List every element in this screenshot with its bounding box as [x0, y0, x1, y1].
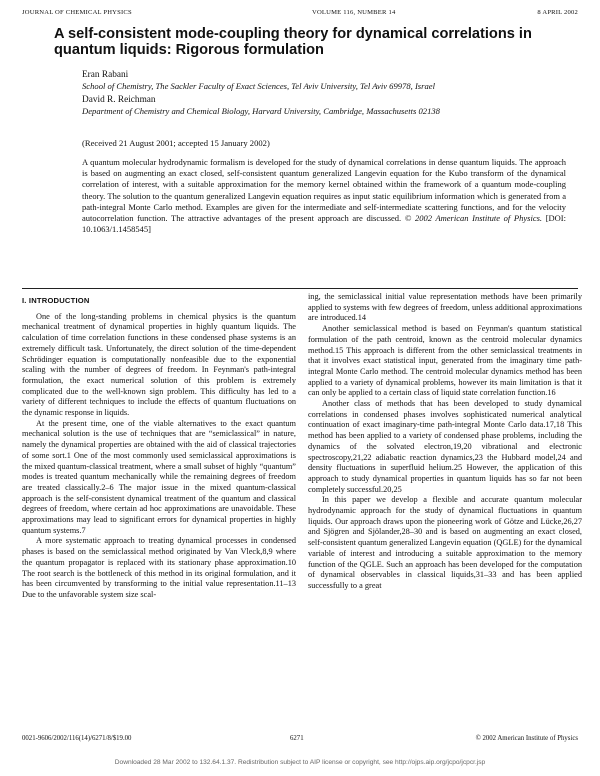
page-footer: [22, 735, 578, 745]
footer-copyright: © 2002 American Institute of Physics: [475, 735, 578, 742]
left-column: [22, 296, 296, 601]
author-name: David R. Reichman: [82, 95, 156, 105]
body-paragraph: ing, the semiclassical initial value representation methods have been primarily applied to systems with few degrees of freedom, unless additional approximations are introduced.14: [308, 292, 582, 323]
download-notice: Downloaded 28 Mar 2002 to 132.64.1.37. Redistribution subject to AIP license or copyright, see http://ojps.aip.org/jcpo/jcpcr.jsp: [114, 759, 486, 766]
issue-date: 8 APRIL 2002: [537, 9, 578, 16]
received-dates: (Received 21 August 2001; accepted 15 January 2002): [82, 138, 270, 148]
page-number: 6271: [290, 735, 304, 742]
author-block: [82, 95, 582, 117]
section-heading: I. INTRODUCTION: [22, 296, 90, 305]
body-paragraph: One of the long-standing problems in chemical physics is the quantum mechanical treatment of dynamical properties in highly quantum liquids. The calculation of time correlation functions in these condensed phase systems is an extremely difficult task. Unfortunately, the direct solution of the time-dependent Schrödinger equation is computationally nonfeasible due to the exponential scaling with the number of degrees of freedom. In Feynman's path-integral formulation, the exact numerical solution of this problem is extremely complicated due to the well-known sign problem. This difficulty has led to a variety of different techniques to include the effects of quantum fluctuations on the dynamic response in liquids.: [22, 311, 296, 418]
author-affiliation: Department of Chemistry and Chemical Biology, Harvard University, Cambridge, Massachusetts 02138: [82, 106, 440, 116]
journal-name: JOURNAL OF CHEMICAL PHYSICS: [22, 9, 132, 16]
body-paragraph: In this paper we develop a flexible and accurate quantum molecular hydrodynamic approach for the study of dynamical fluctuations in quantum liquids. Our approach draws upon the pioneering work of Götze and Lücke,26,27 and Sjögren and Sjölander,28–30 and is based on augmenting an exact closed, self-consistent quantum generalized Langevin equation (QGLE) for the dynamical variable of interest and introducing a suitable approximation to the memory function of the QGLE. Such an approach has been developed for the computation of dynamical observables in classical liquids,31–33 and has been applied successfully to a great: [308, 495, 582, 590]
abstract-copyright: © 2002 American Institute of Physics.: [404, 213, 543, 224]
body-paragraph: A more systematic approach to treating dynamical processes in condensed phases is based on the semiclassical method originated by Van Vleck,8,9 where the quantum propagator is replaced with its stationary phase approximation.10 The root search is the bottleneck of this method in its original formulation, and it has been circumvented by transforming to the initial value representation.11–13 Due to the unfavorable system size scal-: [22, 536, 296, 599]
author-affiliation: School of Chemistry, The Sackler Faculty of Exact Sciences, Tel Aviv University, Tel Aviv 69978, Israel: [82, 81, 435, 91]
volume-number: VOLUME 116, NUMBER 14: [312, 9, 396, 16]
right-column: [308, 292, 582, 592]
body-paragraph: Another class of methods that has been developed to study dynamical correlations in condensed phases involves sophisticated numerical analytical continuation of exact imaginary-time path-integral Monte Carlo data.17,18 This method has been applied to a variety of condensed phase problems, including the dynamics of the solvated electron,19,20 vibrational and electronic spectroscopy,21,22 adiabatic reaction dynamics,23 the Hubbard model,24 and density fluctuations in superfluid helium.25 However, the application of this approach to study dynamical properties in quantum liquids has so far not been completely successful.20,25: [308, 399, 582, 494]
abstract-text: A quantum molecular hydrodynamic formalism is developed for the study of dynamical correlations in dense quantum liquids. The approach is based on augmenting an exact closed, self-consistent quantum generalized Langevin equation for the Kubo transform of the dynamical correlation of interest, with a suitable approximation for the memory kernel obtained within the framework of a quantum mode-coupling theory. The solution to the quantum generalized Langevin equation requires as input static equilibrium information which is generated from a path-integral Monte Carlo method. Examples are given for the intermediate and self-intermediate scattering functions, and for the velocity autocorrelation function. The attractive advantages of the present approach are discussed.: [82, 157, 566, 224]
doi-link[interactable]: [DOI: 10.1063/1.1458545]: [82, 213, 567, 235]
author-block: [82, 70, 582, 92]
author-name: Eran Rabani: [82, 70, 129, 80]
paper-title: A self-consistent mode-coupling theory for dynamical correlations in quantum liquids: Rigorous formulation: [54, 26, 532, 58]
abstract: [82, 157, 566, 235]
body-paragraph: Another semiclassical method is based on Feynman's quantum statistical formulation of the path centroid, known as the centroid molecular dynamics method.15 This approach is different from the other semiclassical treatments in that it involves exact statistical input, generated from the imaginary time path-integral Monte Carlo method. The centroid molecular dynamics method has been applied to a variety of dynamical problems, however its main limitation is that it can only be applied to a certain class of liquid state correlation function.16: [308, 324, 582, 398]
body-paragraph: At the present time, one of the viable alternatives to the exact quantum mechanical solution is the use of techniques that are “semiclassical” in nature, namely the dynamical properties are obtained with the aid of classical trajectories of some sort.1 One of the most commonly used semiclassical approximations is the mixed quantum-classical treatment, where a small subset of highly “quantum” modes is treated quantum mechanically while the remaining degrees of freedom are treated classically.2–6 The major issue in the mixed quantum-classical approach is the self-consistent dynamical treatment of the quantum and classical degrees of freedom, where certain ad hoc approximations are unavoidable. These approximations may lead to significant errors for dynamical properties in highly quantum systems.7: [22, 418, 296, 535]
running-head: [22, 9, 578, 21]
article-code: 0021-9606/2002/116(14)/6271/8/$19.00: [22, 735, 132, 742]
section-divider: [22, 288, 578, 289]
author-list: [82, 70, 582, 120]
